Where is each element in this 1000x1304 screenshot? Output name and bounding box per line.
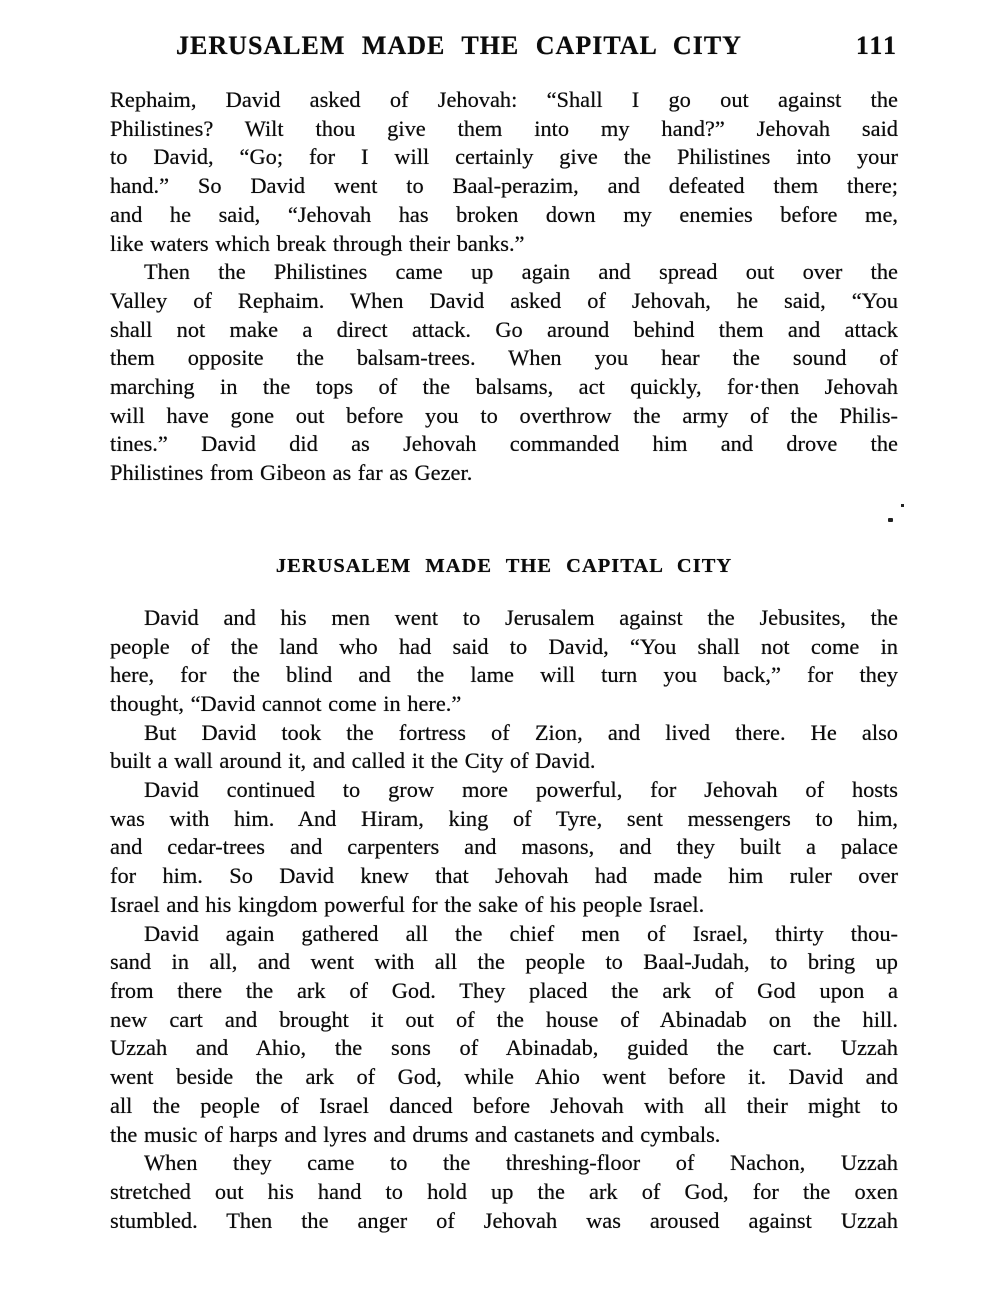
- text-line: like waters which break through their banks.”: [110, 230, 525, 256]
- text-line: stretched out his hand to hold up the ark of God, for the oxen: [110, 1178, 898, 1204]
- body-text: [110, 86, 898, 1235]
- text-line: them opposite the balsam-trees. When you hear the sound of: [110, 345, 898, 371]
- running-head-title: JERUSALEM MADE THE CAPITAL CITY: [176, 31, 742, 60]
- text-line: stumbled. Then the anger of Jehovah was aroused against Uzzah: [110, 1207, 898, 1233]
- section-continuation: [110, 86, 898, 488]
- text-line: will have gone out before you to overthrow the army of the Philis-: [110, 402, 898, 428]
- text-line: Israel and his kingdom powerful for the sake of his people Israel.: [110, 891, 705, 917]
- text-line: When they came to the threshing-floor of Nachon, Uzzah: [144, 1150, 898, 1176]
- text-line: David again gathered all the chief men of Israel, thirty thou-: [144, 920, 898, 946]
- text-line: here, for the blind and the lame will turn you back,” for they: [110, 662, 898, 688]
- text-line: and he said, “Jehovah has broken down my enemies before me,: [110, 201, 898, 227]
- paragraph: [110, 776, 898, 920]
- paragraph: [110, 719, 898, 776]
- section-heading: JERUSALEM MADE THE CAPITAL CITY: [275, 554, 733, 577]
- page-number: 111: [855, 31, 898, 60]
- paragraph: [110, 604, 898, 719]
- text-line: David and his men went to Jerusalem against the Jebusites, the: [144, 604, 898, 630]
- scan-speck: [901, 504, 904, 507]
- paragraph: [110, 86, 898, 258]
- text-line: new cart and brought it out of the house of Abinadab on the hill.: [110, 1006, 898, 1032]
- text-line: thought, “David cannot come in here.”: [110, 690, 462, 716]
- paragraph: [110, 258, 898, 488]
- text-line: for him. So David knew that Jehovah had made him ruler over: [110, 863, 898, 889]
- paragraph: [110, 920, 898, 1150]
- text-line: Philistines from Gibeon as far as Gezer.: [110, 460, 473, 486]
- text-line: and cedar-trees and carpenters and masons, and they built a palace: [110, 834, 898, 860]
- text-line: went beside the ark of God, while Ahio went before it. David and: [110, 1064, 898, 1090]
- text-line: to David, “Go; for I will certainly give the Philistines into your: [110, 144, 898, 170]
- text-line: built a wall around it, and called it the City of David.: [110, 748, 596, 774]
- text-line: Then the Philistines came up again and spread out over the: [144, 259, 898, 285]
- text-line: Valley of Rephaim. When David asked of Jehovah, he said, “You: [110, 287, 898, 313]
- text-line: Philistines? Wilt thou give them into my hand?” Jehovah said: [110, 115, 898, 141]
- text-line: was with him. And Hiram, king of Tyre, sent messengers to him,: [110, 805, 898, 831]
- text-line: Rephaim, David asked of Jehovah: “Shall I go out against the: [110, 87, 898, 112]
- text-line: marching in the tops of the balsams, act quickly, for·then Jehovah: [110, 374, 898, 400]
- section-body: [110, 604, 898, 1235]
- text-line: all the people of Israel danced before Jehovah with all their might to: [110, 1092, 898, 1118]
- paragraph: [110, 1149, 898, 1235]
- text-line: people of the land who had said to David, “You shall not come in: [110, 633, 898, 659]
- text-column: [110, 33, 898, 1235]
- text-line: sand in all, and went with all the people to Baal-Judah, to bring up: [110, 949, 898, 975]
- text-line: tines.” David did as Jehovah commanded him and drove the: [110, 431, 898, 457]
- text-line: Uzzah and Ahio, the sons of Abinadab, guided the cart. Uzzah: [110, 1035, 898, 1061]
- text-line: hand.” So David went to Baal-perazim, and defeated them there;: [110, 173, 898, 199]
- text-line: David continued to grow more powerful, for Jehovah of hosts: [144, 777, 898, 803]
- text-line: But David took the fortress of Zion, and lived there. He also: [144, 719, 898, 745]
- text-line: from there the ark of God. They placed the ark of God upon a: [110, 977, 898, 1003]
- text-line: the music of harps and lyres and drums and castanets and cymbals.: [110, 1121, 721, 1147]
- running-head: [110, 33, 898, 59]
- scan-speck: [888, 518, 893, 522]
- text-line: shall not make a direct attack. Go around behind them and attack: [110, 316, 898, 342]
